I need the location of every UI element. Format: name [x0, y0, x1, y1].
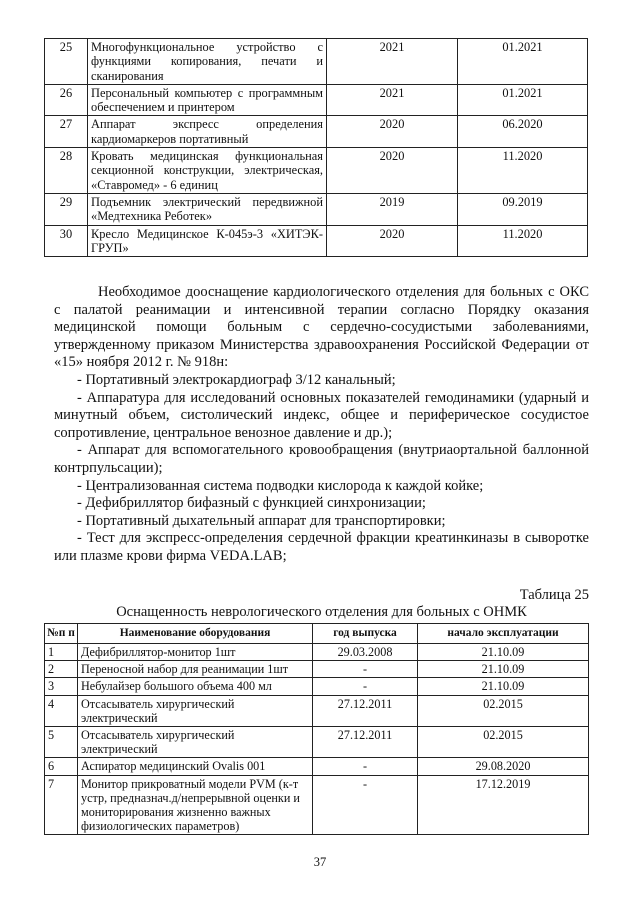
intro-paragraph: Необходимое дооснащение кардиологического отделения для больных с ОКС с палатой реанимации и интенсивной терапии согласно Порядку оказания медицинской помощи больным с сердечно-сосудистыми заболеваниями, утвержденному приказом Министерства здравоохранения Российской Федерации от «15» ноября 2012 г. № 918н: — [54, 284, 589, 371]
table-row — [45, 225, 588, 257]
header-release-year: год выпуска — [313, 624, 418, 644]
list-item: - Тест для экспресс-определения сердечной фракции креатинкиназы в сыворотке или плазме крови фирма VEDA.LAB; — [54, 530, 589, 564]
start-of-operation: 01.2021 — [458, 84, 588, 116]
equipment-name: Отсасыватель хирургический электрический — [78, 695, 313, 726]
page-number: 37 — [313, 855, 327, 869]
table-row — [45, 39, 588, 85]
equipment-name: Дефибриллятор-монитор 1шт — [78, 644, 313, 661]
list-item: - Аппаратура для исследований основных показателей гемодинамики (ударный и минутный объем, систолический индекс, общее и периферическое сосудистое сопротивление, центральное венозное давление и др.); — [54, 389, 589, 441]
start-of-operation: 11.2020 — [458, 225, 588, 257]
table-row — [45, 727, 589, 758]
equipment-name: Монитор прикроватный модели PVM (к-т устр, предназнач.д/непрерывной оценки и мониторирования жизненно важных физиологических параметров) — [78, 775, 313, 835]
equipment-name: Подъемник электрический передвижной «Медтехника Реботек» — [88, 193, 327, 225]
equipment-name: Аппарат экспресс определения кардиомаркеров портативный — [88, 116, 327, 148]
equipment-name: Кровать медицинская функциональная секционной конструкции, электрическая, «Ставромед» - 6 единиц — [88, 148, 327, 194]
table-row — [45, 678, 589, 695]
equipment-name: Переносной набор для реанимации 1шт — [78, 661, 313, 678]
start-of-operation: 09.2019 — [458, 193, 588, 225]
release-year: 2021 — [327, 84, 458, 116]
table-row — [45, 758, 589, 775]
body-text — [54, 284, 589, 566]
start-of-operation: 02.2015 — [418, 695, 589, 726]
start-of-operation: 11.2020 — [458, 148, 588, 194]
release-year: 2020 — [327, 225, 458, 257]
equipment-name: Отсасыватель хирургический электрический — [78, 727, 313, 758]
start-of-operation: 21.10.09 — [418, 678, 589, 695]
list-item: - Дефибриллятор бифазный с функцией синхронизации; — [77, 495, 426, 512]
row-number: 30 — [45, 225, 88, 257]
equipment-table-body — [45, 39, 588, 257]
table-row — [45, 695, 589, 726]
table-title: Оснащенность неврологического отделения для больных с ОНМК — [116, 604, 527, 620]
row-number: 1 — [45, 644, 78, 661]
start-of-operation: 17.12.2019 — [418, 775, 589, 835]
release-year: - — [313, 775, 418, 835]
header-start-of-operation: начало эксплуатации — [418, 624, 589, 644]
equipment-name: Персональный компьютер с программным обеспечением и принтером — [88, 84, 327, 116]
table-row — [45, 148, 588, 194]
release-year: 2019 — [327, 193, 458, 225]
row-number: 28 — [45, 148, 88, 194]
header-number: №п п — [45, 624, 78, 644]
table-label: Таблица 25 — [519, 587, 589, 603]
table-header-row — [45, 624, 589, 644]
start-of-operation: 06.2020 — [458, 116, 588, 148]
release-year: 2020 — [327, 148, 458, 194]
release-year: 29.03.2008 — [313, 644, 418, 661]
equipment-needs-list — [54, 372, 589, 566]
row-number: 7 — [45, 775, 78, 835]
equipment-name: Кресло Медицинское К-045э-3 «ХИТЭК-ГРУП» — [88, 225, 327, 257]
row-number: 5 — [45, 727, 78, 758]
table-row — [45, 84, 588, 116]
row-number: 4 — [45, 695, 78, 726]
release-year: - — [313, 758, 418, 775]
row-number: 26 — [45, 84, 88, 116]
table-row — [45, 661, 589, 678]
start-of-operation: 02.2015 — [418, 727, 589, 758]
table-row — [45, 644, 589, 661]
header-equipment-name: Наименование оборудования — [78, 624, 313, 644]
release-year: - — [313, 678, 418, 695]
row-number: 25 — [45, 39, 88, 85]
neurology-table-body — [45, 644, 589, 835]
row-number: 27 — [45, 116, 88, 148]
row-number: 2 — [45, 661, 78, 678]
equipment-name: Многофункциональное устройство с функциями копирования, печати и сканирования — [88, 39, 327, 85]
equipment-table-continued — [44, 38, 588, 257]
table-row — [45, 193, 588, 225]
row-number: 29 — [45, 193, 88, 225]
release-year: 27.12.2011 — [313, 695, 418, 726]
row-number: 6 — [45, 758, 78, 775]
equipment-name: Аспиратор медицинский Ovalis 001 — [78, 758, 313, 775]
release-year: - — [313, 661, 418, 678]
list-item: - Централизованная система подводки кислорода к каждой койке; — [77, 477, 484, 494]
table-row — [45, 116, 588, 148]
start-of-operation: 21.10.09 — [418, 644, 589, 661]
release-year: 2020 — [327, 116, 458, 148]
list-item: - Портативный дыхательный аппарат для транспортировки; — [77, 512, 446, 529]
list-item: - Портативный электрокардиограф 3/12 канальный; — [77, 371, 396, 388]
table-row — [45, 775, 589, 835]
start-of-operation: 21.10.09 — [418, 661, 589, 678]
equipment-name: Небулайзер большого объема 400 мл — [78, 678, 313, 695]
neurology-equipment-table — [44, 623, 589, 835]
list-item: - Аппарат для вспомогательного кровообращения (внутриаортальной баллонной контрпульсации); — [54, 442, 589, 476]
start-of-operation: 01.2021 — [458, 39, 588, 85]
start-of-operation: 29.08.2020 — [418, 758, 589, 775]
release-year: 27.12.2011 — [313, 727, 418, 758]
release-year: 2021 — [327, 39, 458, 85]
row-number: 3 — [45, 678, 78, 695]
